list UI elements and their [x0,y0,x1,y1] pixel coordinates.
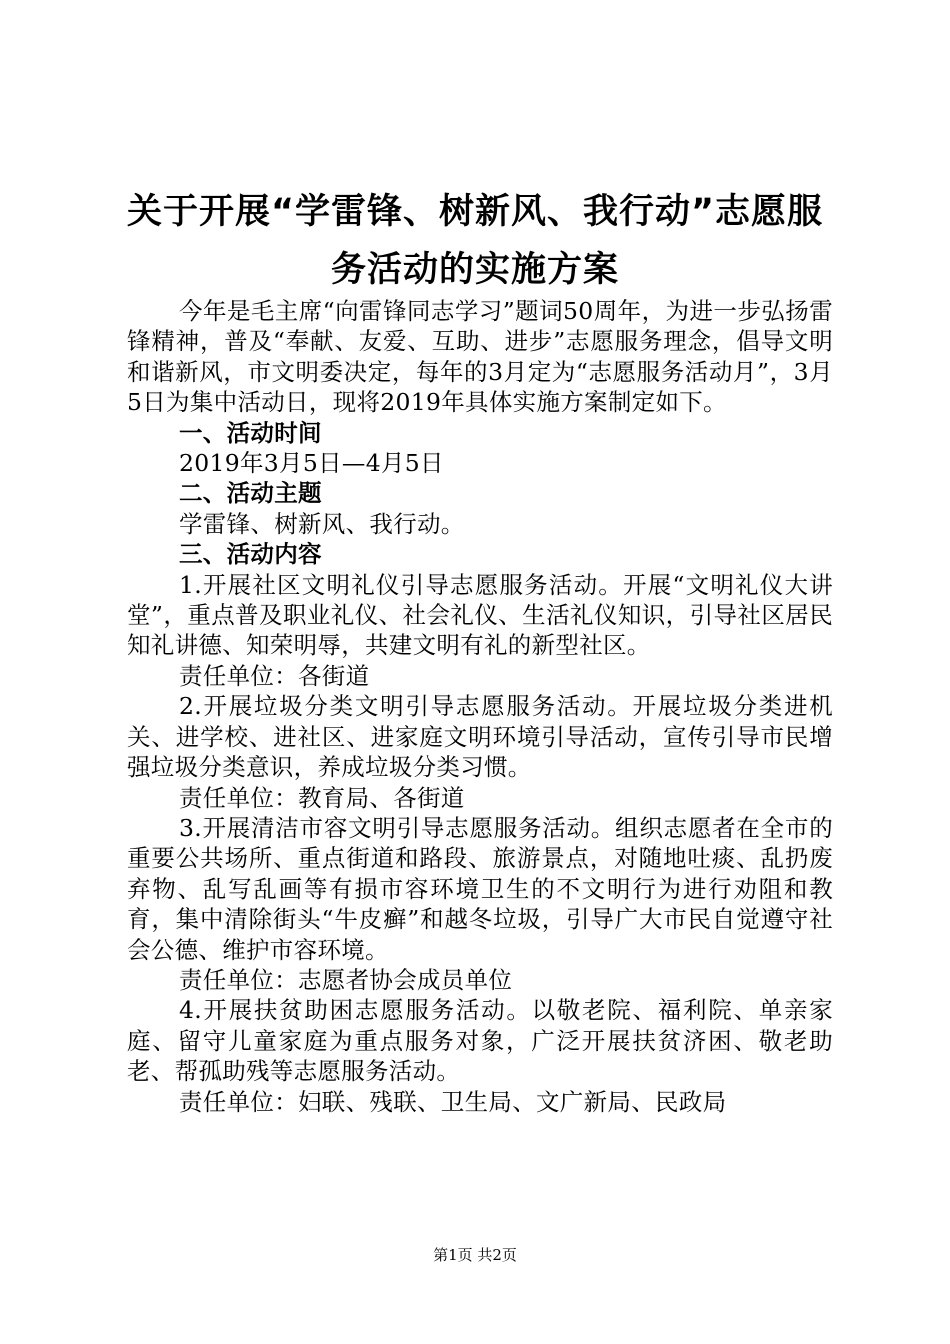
page-footer: 第1页 共2页 [433,1246,517,1264]
content-item-1: 1.开展社区文明礼仪引导志愿服务活动。开展“文明礼仪大讲堂”，重点普及职业礼仪、社会礼仪、生活礼仪知识，引导社区居民知礼讲德、知荣明辱，共建文明有礼的新型社区。 [127,570,833,660]
content-item-4-unit: 责任单位：妇联、残联、卫生局、文广新局、民政局 [179,1087,727,1116]
document-title-line-2: 务活动的实施方案 [330,250,619,290]
content-item-4: 4.开展扶贫助困志愿服务活动。以敬老院、福利院、单亲家庭、留守儿童家庭为重点服务对象，广泛开展扶贫济困、敬老助老、帮孤助残等志愿服务活动。 [127,996,833,1086]
document-body [127,296,833,1117]
section-heading-time: 一、活动时间 [179,418,322,447]
intro-paragraph: 今年是毛主席“向雷锋同志学习”题词50周年，为进一步弘扬雷锋精神，普及“奉献、友爱、互助、进步”志愿服务理念，倡导文明和谐新风，市文明委决定，每年的3月定为“志愿服务活动月”，3月5日为集中活动日，现将2019年具体实施方案制定如下。 [127,297,833,417]
content-item-2-unit: 责任单位：教育局、各街道 [179,783,465,812]
content-item-3-unit: 责任单位：志愿者协会成员单位 [179,965,513,994]
section-heading-content: 三、活动内容 [179,540,322,569]
content-item-3: 3.开展清洁市容文明引导志愿服务活动。组织志愿者在全市的重要公共场所、重点街道和路段、旅游景点，对随地吐痰、乱扔废弃物、乱写乱画等有损市容环境卫生的不文明行为进行劝阻和教育，集中清除街头“牛皮癣”和越冬垃圾，引导广大市民自觉遵守社会公德、维护市容环境。 [127,813,833,964]
section-text-theme: 学雷锋、树新风、我行动。 [179,509,465,538]
section-heading-theme: 二、活动主题 [179,479,322,508]
section-text-time: 2019年3月5日—4月5日 [179,449,444,478]
content-item-2: 2.开展垃圾分类文明引导志愿服务活动。开展垃圾分类进机关、进学校、进社区、进家庭文明环境引导活动，宣传引导市民增强垃圾分类意识，养成垃圾分类习惯。 [127,692,833,782]
document-title-line-1: 关于开展“学雷锋、树新风、我行动”志愿服 [126,192,823,232]
content-item-1-unit: 责任单位：各街道 [179,661,370,690]
